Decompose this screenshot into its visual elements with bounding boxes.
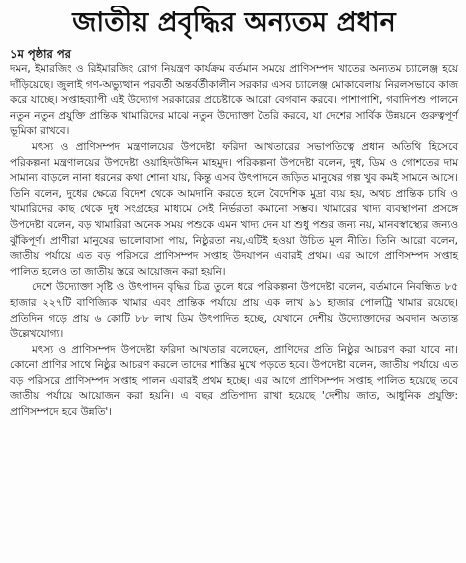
continuation-marker: ১ম পৃষ্ঠার পর [10,47,71,61]
article-body [10,62,458,421]
article-paragraph: মৎস্য ও প্রাণিসম্পদ মন্ত্রণালয়ের উপদেষ্টা ফরিদা আখতারের সভাপতিত্বে প্রধান অতিথি হিসেবে পরিকল্পনা মন্ত্রণালয়ের উপদেষ্টা ওয়াহিদউদ্দিন মাহমুদ। পরিকল্পনা উপদেষ্টা বলেন, দুধ, ডিম ও গোশতের দাম সামান্য বাড়লে নানা ধরনের কথা শোনা যায়, কিন্তু এসব উৎপাদনে জড়িত মানুষের গল্প খুব কমই সামনে আসে। তিনি বলেন, দুধের ক্ষেত্রে বিদেশ থেকে আমদানি করতে হলে বৈদেশিক মুদ্রা ব্যয় হয়, অথচ প্রান্তিক চাষি ও খামারিদের কাছ থেকে দুধ সংগ্রহের মাধ্যমে সেই নির্ভরতা কমানো সম্ভব। খামারের খাদ্য ব্যবস্থাপনা প্রসঙ্গে উপদেষ্টা বলেন, বড় খামারিরা অনেক সময় পশুকে এমন খাদ্য দেন যা শুধু পশুর জন্য নয়, মানবস্বাস্থ্যের জন্যও ঝুঁকিপূর্ণ। প্রাণীরা মানুষের ভালোবাসা পায়, নিষ্ঠুরতা নয়,এটিই হওয়া উচিত মূল নীতি। তিনি আরো বলেন, জাতীয় পর্যায়ে এত বড় পরিসরে প্রাণিসম্পদ সপ্তাহ উদযাপন এবারই প্রথম। এর আগে প্রাণিসম্পদ সপ্তাহ পালিত হলেও তা জাতীয় স্তরে আয়োজন করা হয়নি। [10,140,458,278]
article-paragraph: দেশে উদ্যোক্তা সৃষ্টি ও উৎপাদন বৃদ্ধির চিত্র তুলে ধরে পরিকল্পনা উপদেষ্টা বলেন, বর্তমানে নিবন্ধিত ৮৫ হাজার ২২৭টি বাণিজ্যিক খামার এবং প্রান্তিক পর্যায়ে প্রায় এক লাখ ৯১ হাজার পোলট্রি খামার রয়েছে। প্রতিদিন গড়ে প্রায় ৬ কোটি ৮৮ লাখ ডিম উৎপাদিত হচ্ছে, যেখানে দেশীয় উদ্যোক্তাদের অবদান অত্যন্ত উল্লেখযোগ্য। [10,281,458,341]
article-headline: জাতীয় প্রবৃদ্ধির অন্যতম প্রধান [72,7,396,38]
article-paragraph: মৎস্য ও প্রাণিসম্পদ উপদেষ্টা ফরিদা আখতার বলেছেন, প্রাণিদের প্রতি নিষ্ঠুর আচরণ করা যাবে না। কোনো প্রাণির সাথে নিষ্ঠুর আচরণ করলে তাদের শাস্তির মুখে পড়তে হবে। উপদেষ্টা বলেন, জাতীয় পর্যায়ে এত বড় পরিসরে প্রাণিসম্পদ সপ্তাহ পালন এবারই প্রথম হচ্ছে। এর আগে প্রাণিসম্পদ সপ্তাহ পালিত হয়েছে তবে জাতীয় পর্যায়ে আয়োজন করা হয়নি। এ বছর প্রতিপাদ্য রাখা হয়েছে 'দেশীয় জাত, আধুনিক প্রযুক্তি: প্রাণিসম্পদে হবে উন্নতি'। [10,343,458,419]
article-paragraph: দমন, ইমারজিং ও রিইমারজিং রোগ নিয়ন্ত্রণ কার্যক্রম বর্তমান সময়ে প্রাণিসম্পদ খাতের অন্যতম চ্যালেঞ্জ হয়ে দাঁড়িয়েছে। জুলাই গণ-অভ্যুত্থান পরবর্তী অন্তর্বর্তীকালীন সরকার এসব চ্যালেঞ্জ মোকাবেলায় নিরলসভাবে কাজ করে যাচ্ছে। সপ্তাহব্যাপী এই উদ্যোগ সরকারের প্রচেষ্টাকে আরো বেগবান করবে। পাশাপাশি, গবাদিপশু পালনে নতুন নতুন প্রযুক্তি প্রান্তিক খামারিদের মাঝে নতুন উদ্যোক্তা তৈরি করবে, যা দেশের সার্বিক উন্নয়নে গুরুত্বপূর্ণ ভূমিকা রাখবে। [10,63,458,138]
